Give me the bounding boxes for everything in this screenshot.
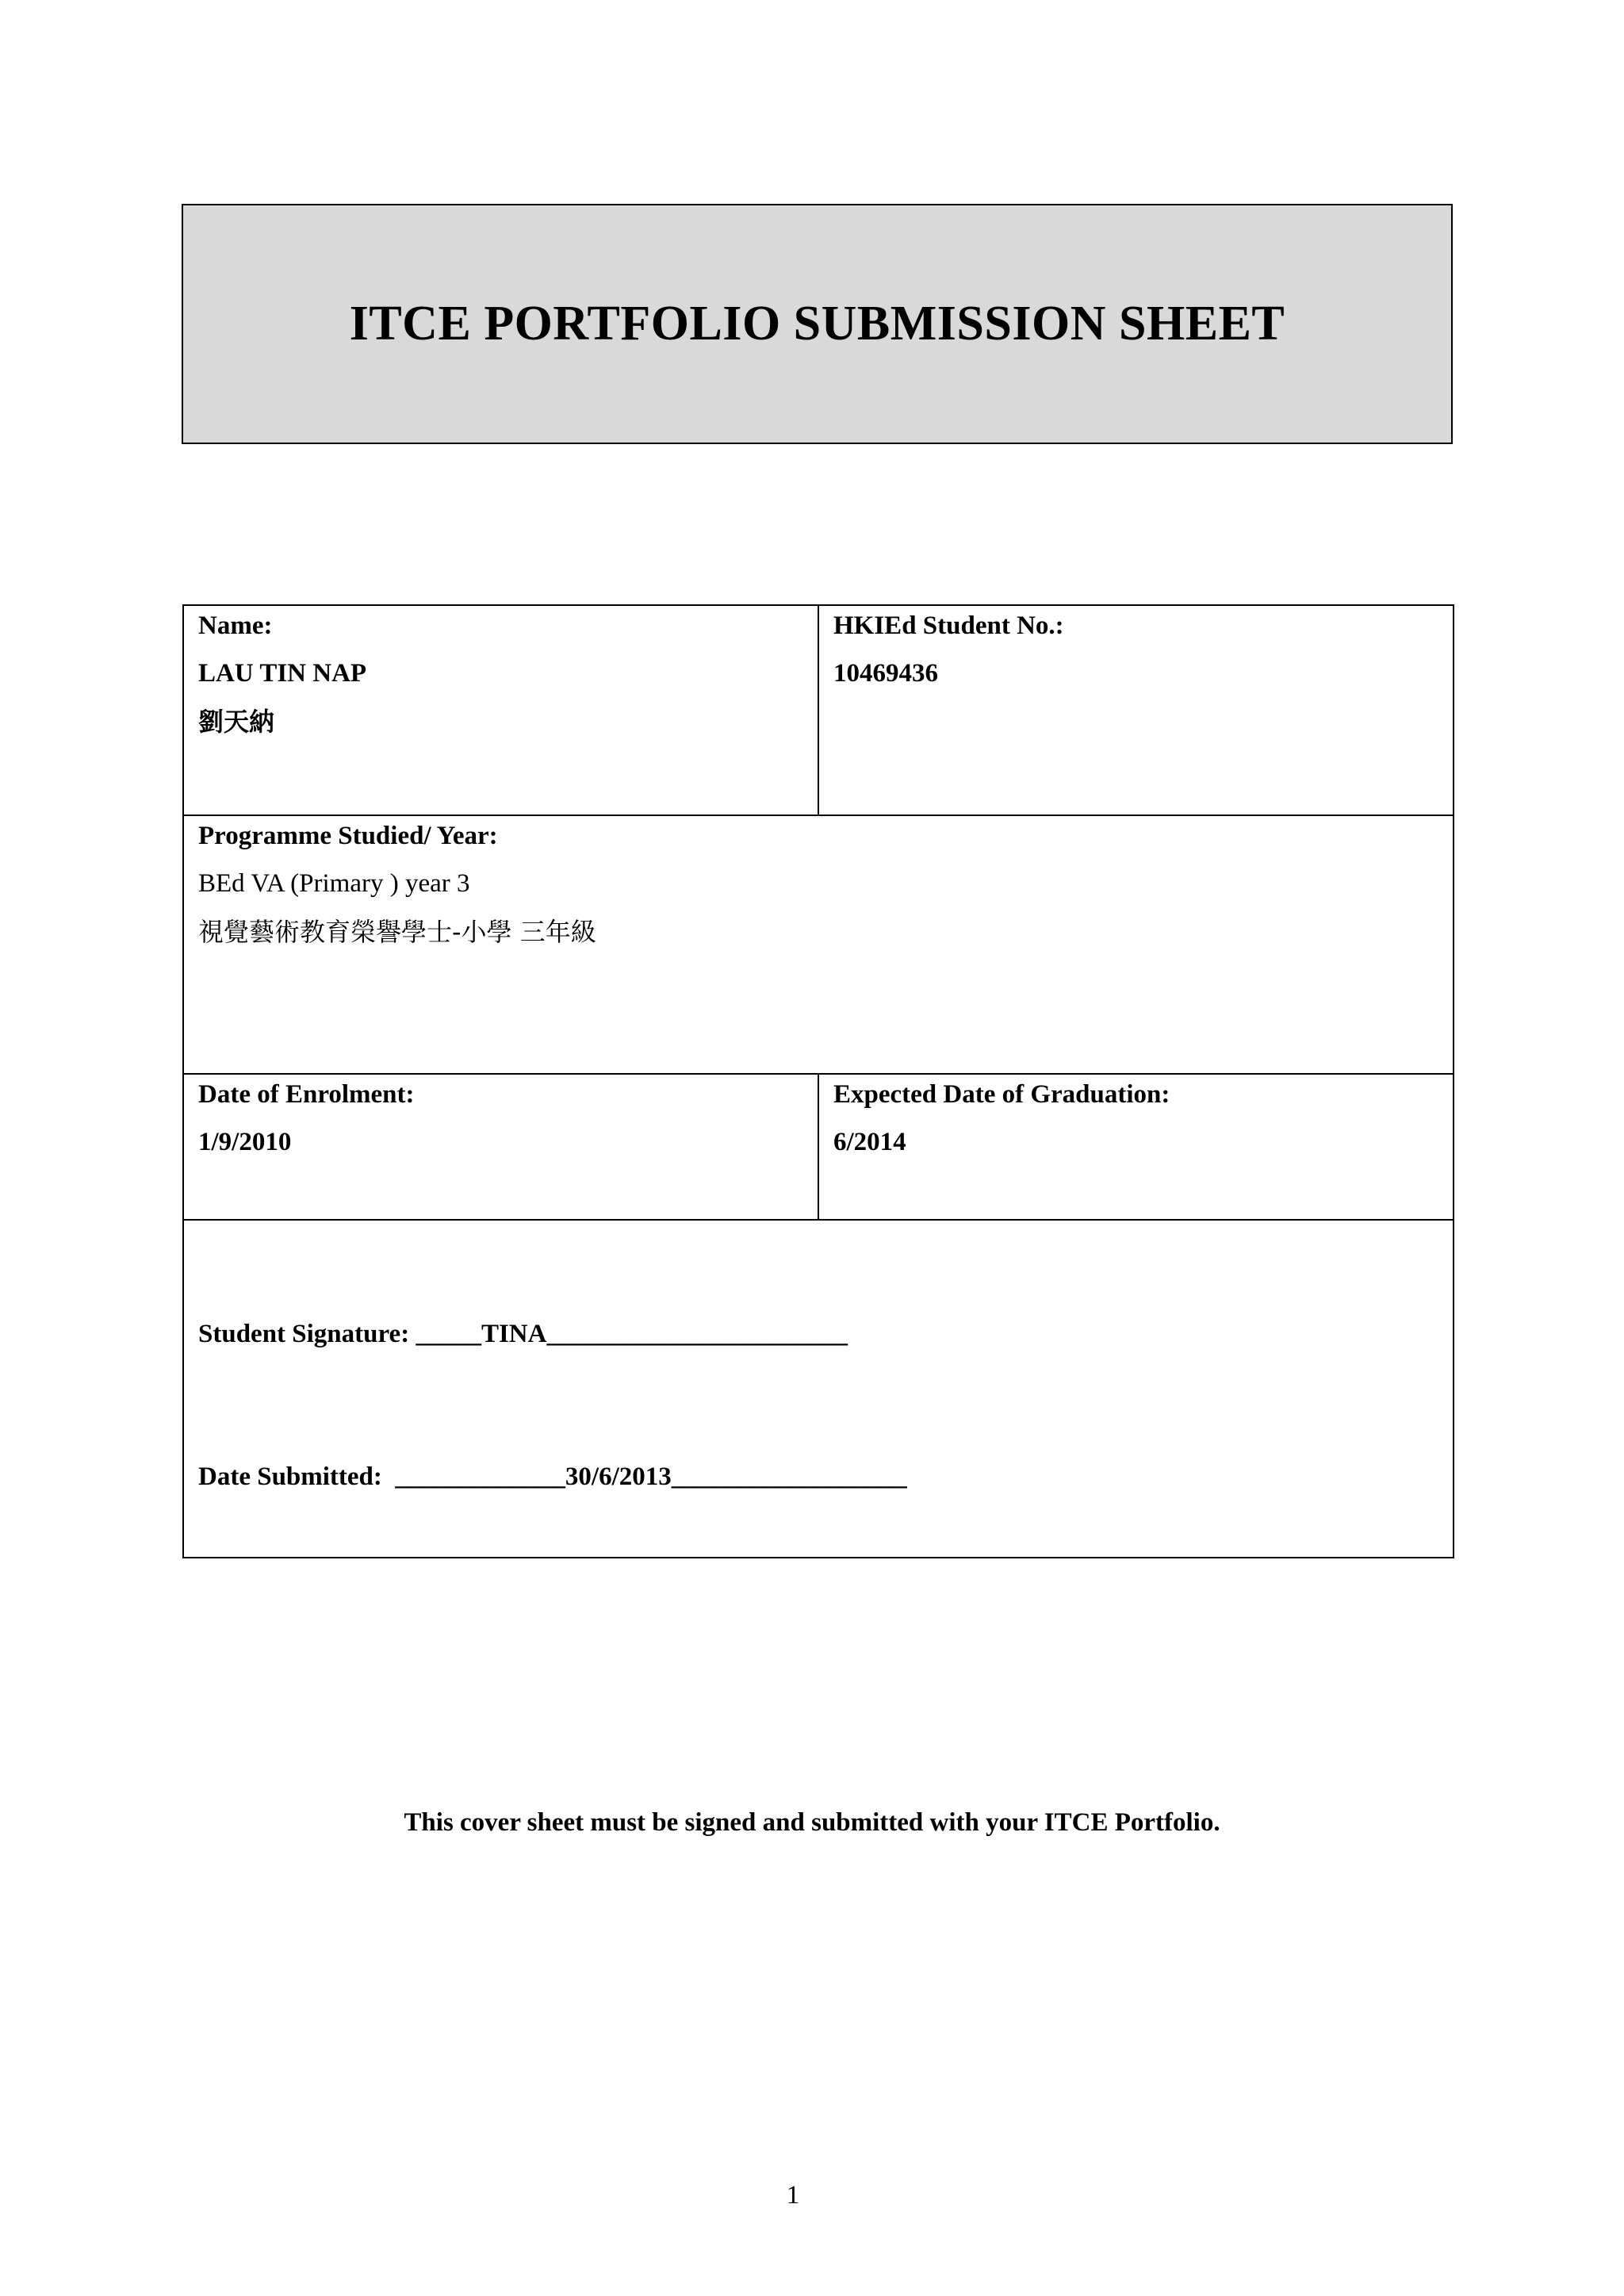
student-no-label: HKIEd Student No.: [833,611,1064,640]
signature-blank-before: _____ [416,1320,481,1348]
programme-chinese: 視覺藝術教育榮譽學士-小學 三年級 [198,917,596,947]
page-number: 1 [786,2181,800,2210]
graduation-cell [818,1074,1454,1220]
name-row [183,605,1454,815]
signature-cell [183,1220,1454,1558]
info-table [182,604,1454,1558]
name-chinese: 劉天納 [198,707,275,737]
title-box [182,204,1453,444]
graduation-value: 6/2014 [833,1128,906,1156]
name-label: Name: [198,611,273,640]
signature-line [198,1317,1438,1351]
date-submitted-label: Date Submitted: [198,1462,396,1491]
page-title: ITCE PORTFOLIO SUBMISSION SHEET [349,297,1285,351]
footer-note: This cover sheet must be signed and submitted with your ITCE Portfolio. [404,1808,1220,1837]
programme-cell [183,815,1454,1074]
student-no-cell [818,605,1454,815]
dates-row [183,1074,1454,1220]
enrolment-label: Date of Enrolment: [198,1080,415,1109]
name-cell [183,605,818,815]
date-submitted-value: 30/6/2013 [565,1462,672,1491]
date-submitted-blank-before: _____________ [395,1462,565,1491]
name-english: LAU TIN NAP [198,659,367,688]
enrolment-cell [183,1074,818,1220]
signature-label: Student Signature: [198,1320,416,1348]
graduation-label: Expected Date of Graduation: [833,1080,1170,1109]
enrolment-value: 1/9/2010 [198,1128,292,1156]
date-submitted-line [198,1460,1438,1493]
programme-label: Programme Studied/ Year: [198,822,498,850]
signature-value: TINA [481,1320,547,1348]
programme-english: BEd VA (Primary ) year 3 [198,869,470,898]
signature-row [183,1220,1454,1558]
programme-row [183,815,1454,1074]
signature-blank-after: _______________________ [546,1320,848,1348]
date-submitted-blank-after: __________________ [671,1462,907,1491]
student-no-value: 10469436 [833,659,938,688]
